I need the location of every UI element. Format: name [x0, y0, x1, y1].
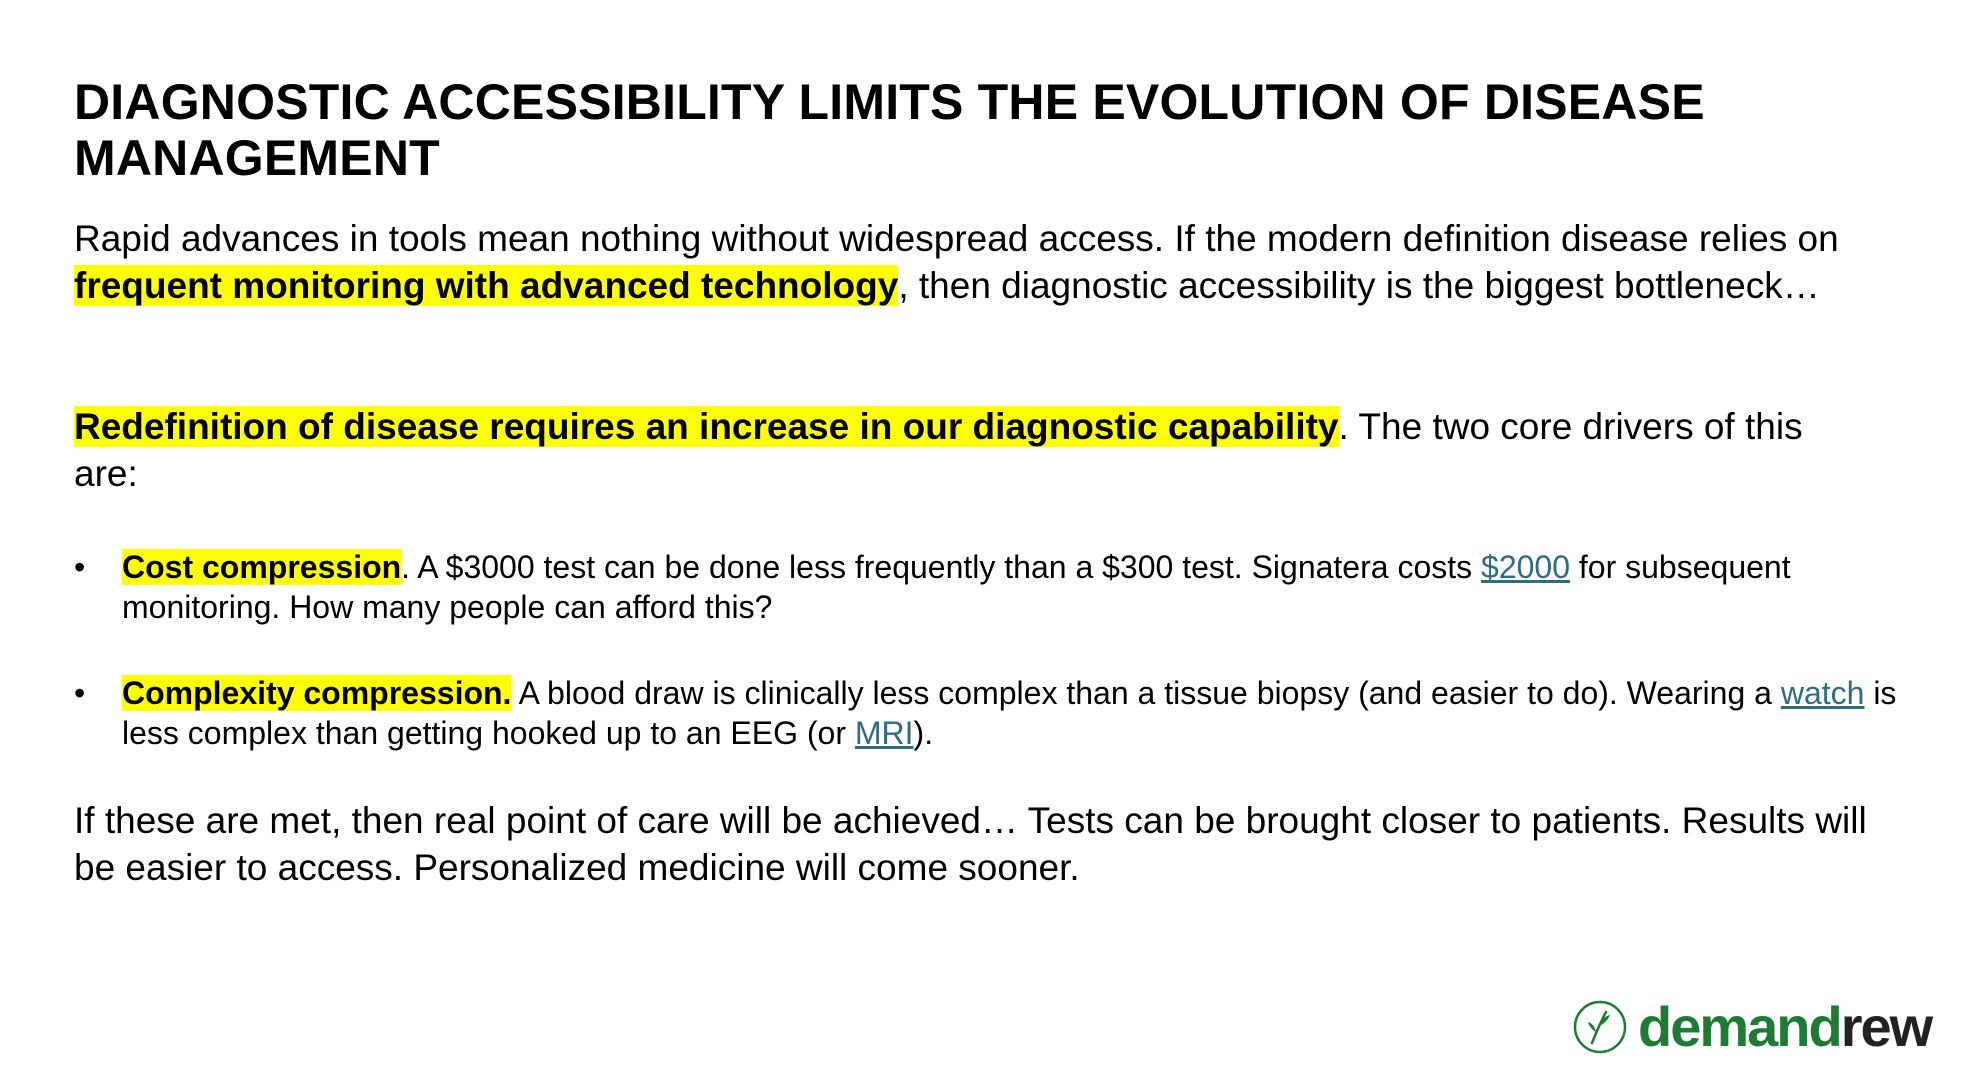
- cost-text-2: for subsequent monitoring. How many people can afford this?: [122, 549, 1791, 625]
- page-title: [74, 74, 1874, 186]
- drivers-text: . The two core drivers of this are:: [74, 406, 1803, 494]
- cost-text-1: . A $3000 test can be done less frequently than a $300 test. Signatera costs: [401, 549, 1482, 585]
- title-line-1: DIAGNOSTIC ACCESSIBILITY LIMITS THE EVOLUTION OF DISEASE: [74, 74, 1705, 130]
- bullet-marker: •: [74, 549, 86, 585]
- leaf-circle-icon: [1572, 999, 1628, 1055]
- signatera-price-link[interactable]: $2000: [1481, 549, 1570, 585]
- title-line-2: MANAGEMENT: [74, 130, 440, 186]
- complexity-highlight: Complexity compression.: [122, 675, 512, 711]
- drivers-paragraph: [74, 403, 1874, 497]
- logo-text-rew: rew: [1840, 995, 1932, 1058]
- watch-link[interactable]: watch: [1780, 675, 1865, 711]
- logo-wordmark: [1638, 996, 1931, 1058]
- cost-highlight: Cost compression: [122, 549, 402, 585]
- bullet-marker: •: [74, 675, 86, 711]
- demandrew-logo: [1572, 996, 1931, 1058]
- complexity-text-3: ).: [913, 715, 934, 751]
- complexity-text-1: A blood draw is clinically less complex than a tissue biopsy (and easier to do). Wearing a: [511, 675, 1781, 711]
- intro-text-1: Rapid advances in tools mean nothing without widespread access. If the modern definition disease relies on: [74, 218, 1839, 259]
- mri-link[interactable]: MRI: [854, 715, 914, 751]
- conclusion-paragraph: If these are met, then real point of care will be achieved… Tests can be brought closer to patients. Results will be easier to access. Personalized medicine will come sooner.: [74, 800, 1867, 888]
- list-item-complexity: [74, 673, 1902, 753]
- intro-text-2: , then diagnostic accessibility is the biggest bottleneck…: [898, 265, 1820, 306]
- intro-highlight: frequent monitoring with advanced technology: [74, 265, 899, 306]
- logo-text-demand: demand: [1638, 995, 1841, 1058]
- complexity-text-2: is less complex than getting hooked up to an EEG (or: [122, 675, 1897, 751]
- intro-paragraph: [74, 215, 1874, 309]
- drivers-highlight: Redefinition of disease requires an increase in our diagnostic capability: [74, 406, 1339, 447]
- list-item-cost: [74, 547, 1902, 627]
